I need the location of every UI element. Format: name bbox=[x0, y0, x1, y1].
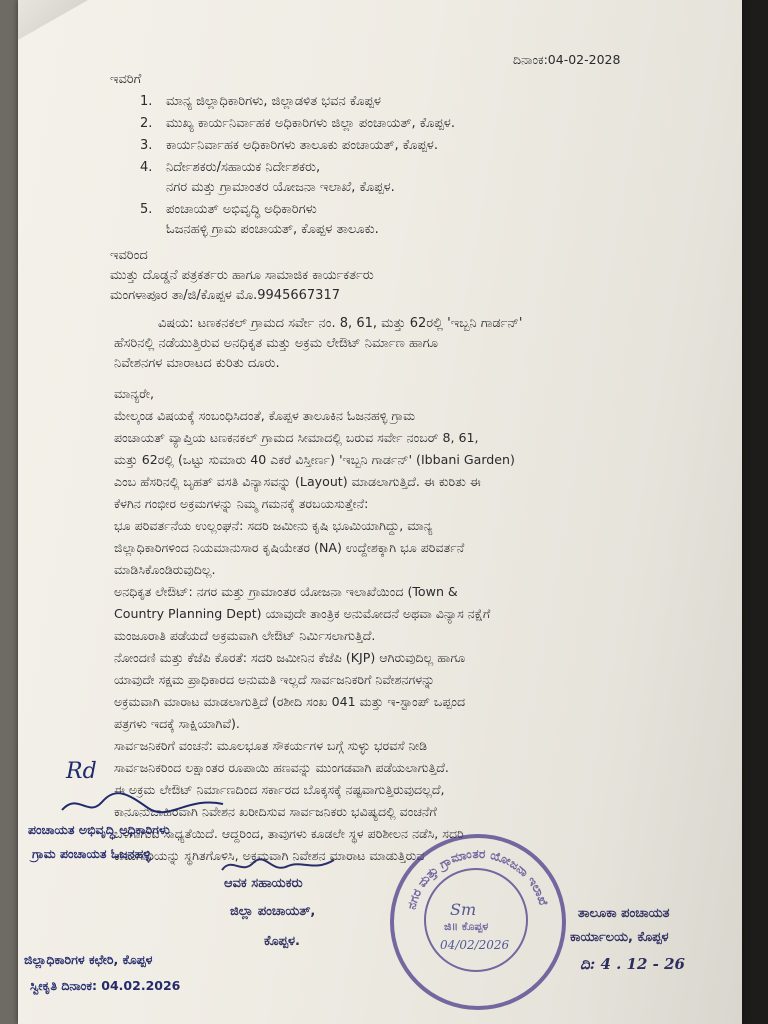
panchayat-stamp-line2: ಗ್ರಾಮ ಪಂಚಾಯತ ಓಜನಹಳ್ಳಿ bbox=[32, 846, 151, 861]
body-line: ಕೆಳಗಿನ ಗಂಭೀರ ಅಕ್ರಮಗಳನ್ನು ನಿಮ್ಮ ಗಮನಕ್ಕೆ ತರಬಯಸುತ್ತೇನೆ: bbox=[114, 496, 369, 511]
recipient-line: ನಿರ್ದೇಶಕರು/ಸಹಾಯಕ ನಿರ್ದೇಶಕರು, bbox=[166, 160, 321, 175]
body-line: ನೋಂದಣಿ ಮತ್ತು ಕೆಜೆಪಿ ಕೊರತೆ: ಸದರಿ ಜಮೀನಿನ ಕೆಜೆಪಿ (KJP) ಆಗಿರುವುದಿಲ್ಲ ಹಾಗೂ bbox=[114, 650, 466, 665]
sender-address: ಮಂಗಳಾಪೂರ ತಾ/ಜಿ/ಕೊಪ್ಪಳ ಮೊ.9945667317 bbox=[110, 288, 340, 303]
sender-name: ಮುತ್ತು ದೊಡ್ಡನೆ ಪತ್ರಕರ್ತರು ಹಾಗೂ ಸಾಮಾಜಿಕ ಕಾರ್ಯಕರ್ತರು bbox=[110, 268, 374, 283]
town-planning-seal bbox=[390, 834, 566, 1010]
body-line: ಅನಧಿಕೃತ ಲೇಔಟ್: ನಗರ ಮತ್ತು ಗ್ರಾಮಾಂತರ ಯೋಜನಾ ಇಲಾಖೆಯಿಂದ (Town & bbox=[114, 584, 458, 599]
body-line: ಪತ್ರಗಳು ಇದಕ್ಕೆ ಸಾಕ್ಷಿಯಾಗಿವೆ). bbox=[114, 716, 240, 731]
recipient-line: ಕಾರ್ಯನಿರ್ವಾಹಕ ಅಧಿಕಾರಿಗಳು ತಾಲೂಕು ಪಂಚಾಯತ್, ಕೊಪ್ಪಳ. bbox=[166, 138, 438, 153]
panchayat-stamp-line1: ಪಂಚಾಯತ ಅಭಿವೃದ್ಧಿ ಅಧಿಕಾರಿಗಳು bbox=[28, 822, 170, 837]
taluk-stamp-line2: ಕಾರ್ಯಾಲಯ, ಕೊಪ್ಪಳ bbox=[570, 930, 669, 945]
complaint-letter-page bbox=[18, 0, 742, 1024]
to-heading: ಇವರಿಗೆ bbox=[110, 72, 142, 87]
assistant-stamp-line2: ಜಿಲ್ಲಾ ಪಂಚಾಯತ್, bbox=[230, 904, 316, 919]
body-line: ಒಳಗಾಗುವ ಸಾಧ್ಯತೆಯಿದೆ. ಆದ್ದರಿಂದ, ತಾವುಗಳು ಕೂಡಲೇ ಸ್ಥಳ ಪರಿಶೀಲನ ನಡೆಸಿ, ಸದರಿ bbox=[114, 826, 464, 841]
body-line: ಮಾಡಿಸಿಕೊಂಡಿರುವುದಿಲ್ಲ. bbox=[114, 562, 216, 577]
body-line: ಸಾರ್ವಜನಿಕರಿಗೆ ವಂಚನೆ: ಮೂಲಭೂತ ಸೌಕರ್ಯಗಳ ಬಗ್ಗೆ ಸುಳ್ಳು ಭರವಸೆ ನೀಡಿ bbox=[114, 738, 428, 753]
body-line: Country Planning Dept) ಯಾವುದೇ ತಾಂತ್ರಿಕ ಅನುಮೋದನೆ ಅಥವಾ ವಿನ್ಯಾಸ ನಕ್ಷೆಗೆ bbox=[114, 606, 491, 621]
letter-date: ದಿನಾಂಕ:04-02-2028 bbox=[513, 52, 621, 67]
body-line: ಪಂಚಾಯತ್ ವ್ಯಾಪ್ತಿಯ ಟಣಕನಕಲ್ ಗ್ರಾಮದ ಸೀಮಾದಲ್ಲಿ ಬರುವ ಸರ್ವೇ ನಂಬರ್ 8, 61, bbox=[114, 430, 479, 445]
seal-district: ಜಿ॥ ಕೊಪ್ಪಳ bbox=[444, 920, 489, 933]
recipient-number: 4. bbox=[140, 160, 153, 175]
recipient-line: ನಗರ ಮತ್ತು ಗ್ರಾಮಾಂತರ ಯೋಜನಾ ಇಲಾಖೆ, ಕೊಪ್ಪಳ. bbox=[166, 180, 395, 195]
seal-date: 04/02/2026 bbox=[440, 938, 510, 952]
subject-line: ನಿವೇಶನಗಳ ಮಾರಾಟದ ಕುರಿತು ದೂರು. bbox=[114, 356, 280, 371]
recipient-line: ಪಂಚಾಯತ್ ಅಭಿವೃದ್ಧಿ ಅಧಿಕಾರಿಗಳು bbox=[166, 202, 317, 217]
from-heading: ಇವರಿಂದ bbox=[110, 248, 148, 263]
subject-line: ಹೆಸರಿನಲ್ಲಿ ನಡೆಯುತ್ತಿರುವ ಅನಧಿಕೃತ ಮತ್ತು ಅಕ್ರಮ ಲೇಔಟ್ ನಿರ್ಮಾಣ ಹಾಗೂ bbox=[114, 336, 438, 351]
recipient-number: 2. bbox=[140, 116, 153, 131]
body-line: ಭೂ ಪರಿವರ್ತನೆಯ ಉಲ್ಲಂಘನೆ: ಸದರಿ ಜಮೀನು ಕೃಷಿ ಭೂಮಿಯಾಗಿದ್ದು, ಮಾನ್ಯ bbox=[114, 518, 433, 533]
body-line: ಮತ್ತು 62ರಲ್ಲಿ (ಒಟ್ಟು ಸುಮಾರು 40 ಎಕರೆ ವಿಸ್ತೀರ್ಣ) 'ಇಬ್ಬನಿ ಗಾರ್ಡನ್' (Ibbani Garden) bbox=[114, 452, 515, 467]
dc-office-stamp: ಜಿಲ್ಲಾಧಿಕಾರಿಗಳ ಕಛೇರಿ, ಕೊಪ್ಪಳ bbox=[24, 952, 153, 967]
paper-corner-fold bbox=[18, 0, 88, 40]
body-line: ಕಾಮಗಾರಿಯನ್ನು ಸ್ಥಗಿತಗೊಳಿಸಿ, ಅಕ್ರಮವಾಗಿ ನಿವೇಶನ ಮಾರಾಟ ಮಾಡುತ್ತಿರುವ bbox=[114, 848, 425, 863]
body-line: ಮಂಜೂರಾತಿ ಪಡೆಯದೆ ಅಕ್ರಮವಾಗಿ ಲೇಔಟ್ ನಿರ್ಮಿಸಲಾಗುತ್ತಿದೆ. bbox=[114, 628, 376, 643]
body-line: ಮೇಲ್ಕಂಡ ವಿಷಯಕ್ಕೆ ಸಂಬಂಧಿಸಿದಂತೆ, ಕೊಪ್ಪಳ ತಾಲೂಕಿನ ಓಜನಹಳ್ಳಿ ಗ್ರಾಮ bbox=[114, 408, 416, 423]
body-line: ಜಿಲ್ಲಾಧಿಕಾರಿಗಳಿಂದ ನಿಯಮಾನುಸಾರ ಕೃಷಿಯೇತರ (NA) ಉದ್ದೇಶಕ್ಕಾಗಿ ಭೂ ಪರಿವರ್ತನೆ bbox=[114, 540, 465, 555]
recipient-line: ಓಜನಹಳ್ಳಿ ಗ್ರಾಮ ಪಂಚಾಯತ್, ಕೊಪ್ಪಳ ತಾಲೂಕು. bbox=[166, 222, 379, 237]
handwritten-rd: Rd bbox=[66, 759, 97, 784]
body-line: ಈ ಅಕ್ರಮ ಲೇಔಟ್ ನಿರ್ಮಾಣದಿಂದ ಸರ್ಕಾರದ ಬೊಕ್ಕಸಕ್ಕೆ ನಷ್ಟವಾಗುತ್ತಿರುವುದಲ್ಲದೆ, bbox=[114, 782, 445, 797]
body-line: ಸಾರ್ವಜನಿಕರಿಂದ ಲಕ್ಷಾಂತರ ರೂಪಾಯಿ ಹಣವನ್ನು ಮುಂಗಡವಾಗಿ ಪಡೆಯಲಾಗುತ್ತಿದೆ. bbox=[114, 760, 449, 775]
taluk-stamp-line1: ತಾಲೂಕಾ ಪಂಚಾಯತ bbox=[578, 906, 670, 921]
seal-signature-icon: Sm bbox=[450, 900, 477, 919]
svg-text:ನಗರ ಮತ್ತು ಗ್ರಾಮಾಂತರ ಯೋಜನಾ ಇಲಾಖ: ನಗರ ಮತ್ತು ಗ್ರಾಮಾಂತರ ಯೋಜನಾ ಇಲಾಖೆ bbox=[404, 846, 551, 911]
handwritten-scribble-icon bbox=[58, 790, 228, 820]
recipient-number: 5. bbox=[140, 202, 153, 217]
recipient-line: ಮುಖ್ಯ ಕಾರ್ಯನಿರ್ವಾಹಕ ಅಧಿಕಾರಿಗಳು ಜಿಲ್ಲಾ ಪಂಚಾಯತ್, ಕೊಪ್ಪಳ. bbox=[166, 116, 455, 131]
assistant-stamp-line1: ಆವಕ ಸಹಾಯಕರು bbox=[224, 876, 303, 891]
recipient-line: ಮಾನ್ಯ ಜಿಲ್ಲಾಧಿಕಾರಿಗಳು, ಜಿಲ್ಲಾಡಳಿತ ಭವನ ಕೊಪ್ಪಳ bbox=[166, 94, 381, 109]
recipient-number: 1. bbox=[140, 94, 153, 109]
body-line: ಕಾನೂನುಬಾಹಿರವಾಗಿ ನಿವೇಶನ ಖರೀದಿಸುವ ಸಾರ್ವಜನಿಕರು ಭವಿಷ್ಯದಲ್ಲಿ ವಂಚನೆಗೆ bbox=[114, 804, 437, 819]
assistant-stamp-line3: ಕೊಪ್ಪಳ. bbox=[264, 934, 300, 949]
taluk-stamp-date: ದಿ: 4 . 12 - 26 bbox=[580, 955, 685, 973]
recipient-number: 3. bbox=[140, 138, 153, 153]
body-line: ಎಂಬ ಹೆಸರಿನಲ್ಲಿ ಬೃಹತ್ ವಸತಿ ವಿನ್ಯಾಸವನ್ನು (Layout) ಮಾಡಲಾಗುತ್ತಿದೆ. ಈ ಕುರಿತು ಈ bbox=[114, 474, 481, 489]
subject-line: ವಿಷಯ: ಟಣಕನಕಲ್ ಗ್ರಾಮದ ಸರ್ವೇ ನಂ. 8, 61, ಮತ್ತು 62ರಲ್ಲಿ 'ಇಬ್ಬನಿ ಗಾರ್ಡನ್' bbox=[158, 316, 523, 331]
dc-received-date: ಸ್ವೀಕೃತಿ ದಿನಾಂಕ: 04.02.2026 bbox=[30, 978, 181, 993]
body-line: ಯಾವುದೇ ಸಕ್ಷಮ ಪ್ರಾಧಿಕಾರದ ಅನುಮತಿ ಇಲ್ಲದೆ ಸಾರ್ವಜನಿಕರಿಗೆ ನಿವೇಶನಗಳನ್ನು bbox=[114, 672, 435, 687]
body-line: ಅಕ್ರಮವಾಗಿ ಮಾರಾಟ ಮಾಡಲಾಗುತ್ತಿದೆ (ರಶೀದಿ ಸಂಖ 041 ಮತ್ತು ಇ-ಸ್ಟಾಂಪ್ ಒಪ್ಪಂದ bbox=[114, 694, 466, 709]
salutation: ಮಾನ್ಯರೇ, bbox=[114, 386, 154, 401]
